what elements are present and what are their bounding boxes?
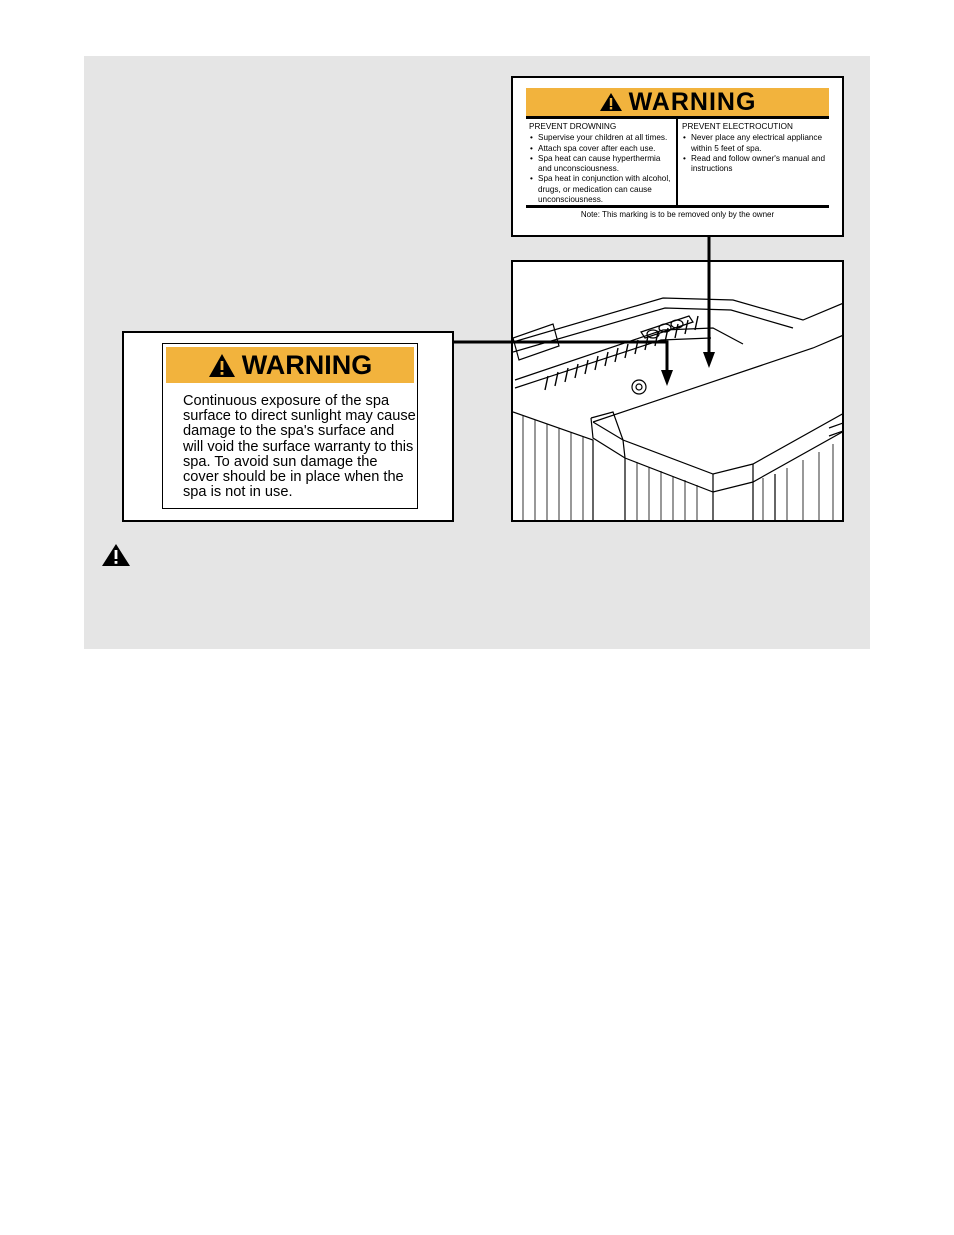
- list-item: • Supervise your children at all times.: [529, 133, 674, 143]
- drowning-heading: PREVENT DROWNING: [529, 122, 617, 131]
- warning-triangle-icon: [101, 543, 131, 567]
- top-warning-title: WARNING: [628, 87, 757, 116]
- list-item: • Attach spa cover after each use.: [529, 144, 674, 154]
- list-item: • Read and follow owner's manual and instructions: [682, 154, 827, 175]
- removal-note: Note: This marking is to be removed only by the owner: [580, 210, 775, 219]
- sunlight-warning-title: WARNING: [241, 349, 373, 380]
- sunlight-warning-text: Continuous exposure of the spa surface to direct sunlight may cause damage to the spa's surface and will void the surface warranty to this spa. To avoid sun damage the cover should be in place when the spa is not in use.: [183, 393, 416, 501]
- electrocution-heading: PREVENT ELECTROCUTION: [682, 122, 793, 131]
- list-item: • Spa heat can cause hyperthermia and unconsciousness.: [529, 154, 674, 175]
- list-item: • Spa heat in conjunction with alcohol, drugs, or medication can cause unconsciousness.: [529, 174, 674, 205]
- list-item: • Never place any electrical appliance within 5 feet of spa.: [682, 133, 827, 154]
